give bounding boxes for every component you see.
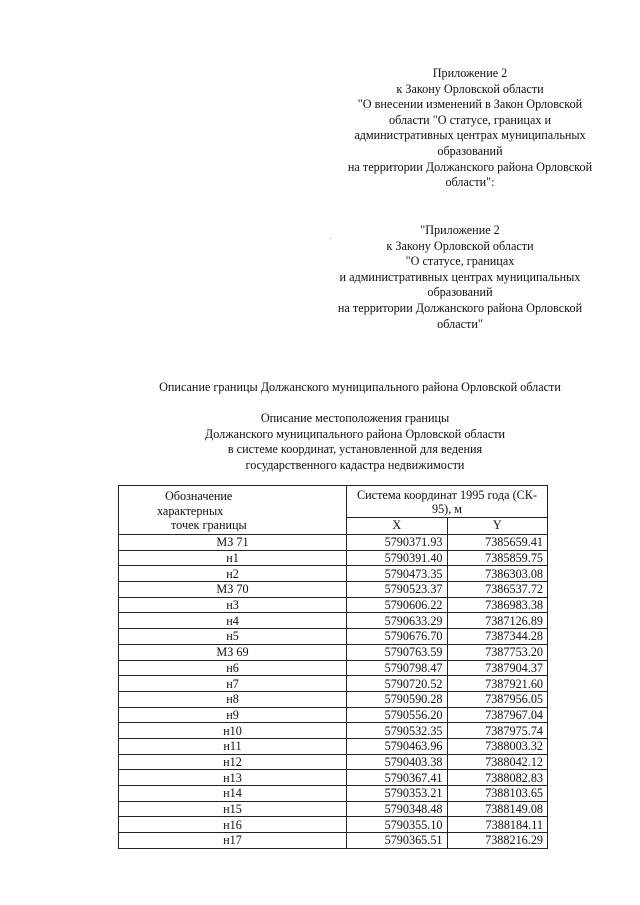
- table-row: [119, 550, 548, 566]
- x-cell: 5790606.22: [347, 597, 448, 613]
- table-row: [119, 707, 548, 723]
- point-cell: н7: [119, 676, 347, 692]
- point-cell: МЗ 70: [119, 582, 347, 598]
- y-cell: 7387904.37: [447, 660, 548, 676]
- header-x: X: [347, 518, 448, 535]
- y-cell: 7385659.41: [447, 535, 548, 551]
- y-cell: 7386537.72: [447, 582, 548, 598]
- x-cell: 5790367.41: [347, 770, 448, 786]
- x-cell: 5790556.20: [347, 707, 448, 723]
- appendix-header-line: образований: [437, 143, 503, 158]
- table-row: [119, 738, 548, 754]
- y-cell: 7388103.65: [447, 786, 548, 802]
- x-cell: 5790633.29: [347, 613, 448, 629]
- y-cell: 7387753.20: [447, 644, 548, 660]
- x-cell: 5790391.40: [347, 550, 448, 566]
- header-point-line: Обозначение: [165, 489, 233, 503]
- point-cell: н17: [119, 833, 347, 849]
- table-row: [119, 582, 548, 598]
- appendix-quoted-line: "О статусе, границах: [405, 254, 515, 269]
- appendix-header-line: административных центрах муниципальных: [354, 128, 586, 143]
- x-cell: 5790532.35: [347, 723, 448, 739]
- x-cell: 5790365.51: [347, 833, 448, 849]
- table-row: [119, 629, 548, 645]
- appendix-header-line: "О внесении изменений в Закон Орловской: [357, 97, 583, 112]
- header-coordinate-system: [347, 486, 548, 518]
- table-row: [119, 597, 548, 613]
- header-system-line: Система координат 1995 года (СК-: [357, 488, 537, 502]
- appendix-quoted-line: "Приложение 2: [420, 223, 500, 237]
- appendix-header: [320, 66, 620, 191]
- header-point-designation: [119, 486, 347, 535]
- y-cell: 7386303.08: [447, 566, 548, 582]
- header-y: Y: [447, 518, 548, 535]
- x-cell: 5790473.35: [347, 566, 448, 582]
- table-row: [119, 723, 548, 739]
- table-row: [119, 613, 548, 629]
- point-cell: н2: [119, 566, 347, 582]
- table-row: [119, 833, 548, 849]
- appendix-quoted-line: и административных центрах муниципальных: [339, 269, 581, 284]
- y-cell: 7387126.89: [447, 613, 548, 629]
- document-subtitle-line: Должанского муниципального района Орловской области: [204, 426, 506, 441]
- y-cell: 7388042.12: [447, 754, 548, 770]
- coordinates-table: [118, 485, 548, 849]
- header-point-line: точек границы: [171, 518, 247, 532]
- point-cell: н1: [119, 550, 347, 566]
- x-cell: 5790353.21: [347, 786, 448, 802]
- document-title: [100, 380, 620, 396]
- point-cell: н5: [119, 629, 347, 645]
- y-cell: 7385859.75: [447, 550, 548, 566]
- point-cell: н6: [119, 660, 347, 676]
- point-cell: н11: [119, 738, 347, 754]
- table-row: [119, 660, 548, 676]
- table-row: [119, 691, 548, 707]
- table-row: [119, 817, 548, 833]
- appendix-quoted-line: на территории Должанского района Орловской: [337, 300, 583, 315]
- document-subtitle-line: государственного кадастра недвижимости: [245, 457, 465, 472]
- document-subtitle: [130, 411, 580, 473]
- appendix-quoted-line: области": [437, 316, 483, 331]
- point-cell: н10: [119, 723, 347, 739]
- x-cell: 5790523.37: [347, 582, 448, 598]
- point-cell: н14: [119, 786, 347, 802]
- document-title-text: Описание границы Должанского муниципального района Орловской области: [159, 380, 561, 394]
- point-cell: н12: [119, 754, 347, 770]
- x-cell: 5790371.93: [347, 535, 448, 551]
- table-row: [119, 676, 548, 692]
- y-cell: 7388149.08: [447, 801, 548, 817]
- y-cell: 7388184.11: [447, 817, 548, 833]
- table-row: [119, 566, 548, 582]
- y-cell: 7388082.83: [447, 770, 548, 786]
- x-cell: 5790676.70: [347, 629, 448, 645]
- appendix-header-line: области "О статусе, границах и: [388, 112, 552, 127]
- x-cell: 5790798.47: [347, 660, 448, 676]
- x-cell: 5790590.28: [347, 691, 448, 707]
- appendix-header-line: Приложение 2: [432, 66, 508, 80]
- appendix-header-line: на территории Должанского района Орловской: [347, 159, 593, 174]
- y-cell: 7387967.04: [447, 707, 548, 723]
- point-cell: н15: [119, 801, 347, 817]
- y-cell: 7388003.32: [447, 738, 548, 754]
- point-cell: МЗ 69: [119, 644, 347, 660]
- document-subtitle-line: в системе координат, установленной для ведения: [227, 442, 483, 457]
- appendix-header-line: к Закону Орловской области: [396, 81, 544, 96]
- header-point-line: характерных: [157, 503, 224, 518]
- y-cell: 7386983.38: [447, 597, 548, 613]
- table-row: [119, 644, 548, 660]
- point-cell: н9: [119, 707, 347, 723]
- x-cell: 5790403.38: [347, 754, 448, 770]
- appendix-quoted: [320, 223, 600, 332]
- y-cell: 7387921.60: [447, 676, 548, 692]
- table-row: [119, 535, 548, 551]
- appendix-quoted-line: образований: [427, 285, 493, 300]
- point-cell: н4: [119, 613, 347, 629]
- document-subtitle-line: Описание местоположения границы: [260, 411, 450, 425]
- header-system-line: 95), м: [431, 502, 463, 516]
- table-row: [119, 770, 548, 786]
- x-cell: 5790348.48: [347, 801, 448, 817]
- x-cell: 5790463.96: [347, 738, 448, 754]
- point-cell: н3: [119, 597, 347, 613]
- appendix-quoted-line: к Закону Орловской области: [386, 238, 534, 253]
- x-cell: 5790720.52: [347, 676, 448, 692]
- x-cell: 5790763.59: [347, 644, 448, 660]
- point-cell: н16: [119, 817, 347, 833]
- y-cell: 7387975.74: [447, 723, 548, 739]
- table-row: [119, 786, 548, 802]
- table-row: [119, 754, 548, 770]
- point-cell: МЗ 71: [119, 535, 347, 551]
- point-cell: н8: [119, 691, 347, 707]
- table-row: [119, 801, 548, 817]
- x-cell: 5790355.10: [347, 817, 448, 833]
- point-cell: н13: [119, 770, 347, 786]
- appendix-header-line: области":: [445, 175, 495, 190]
- y-cell: 7387956.05: [447, 691, 548, 707]
- y-cell: 7387344.28: [447, 629, 548, 645]
- y-cell: 7388216.29: [447, 833, 548, 849]
